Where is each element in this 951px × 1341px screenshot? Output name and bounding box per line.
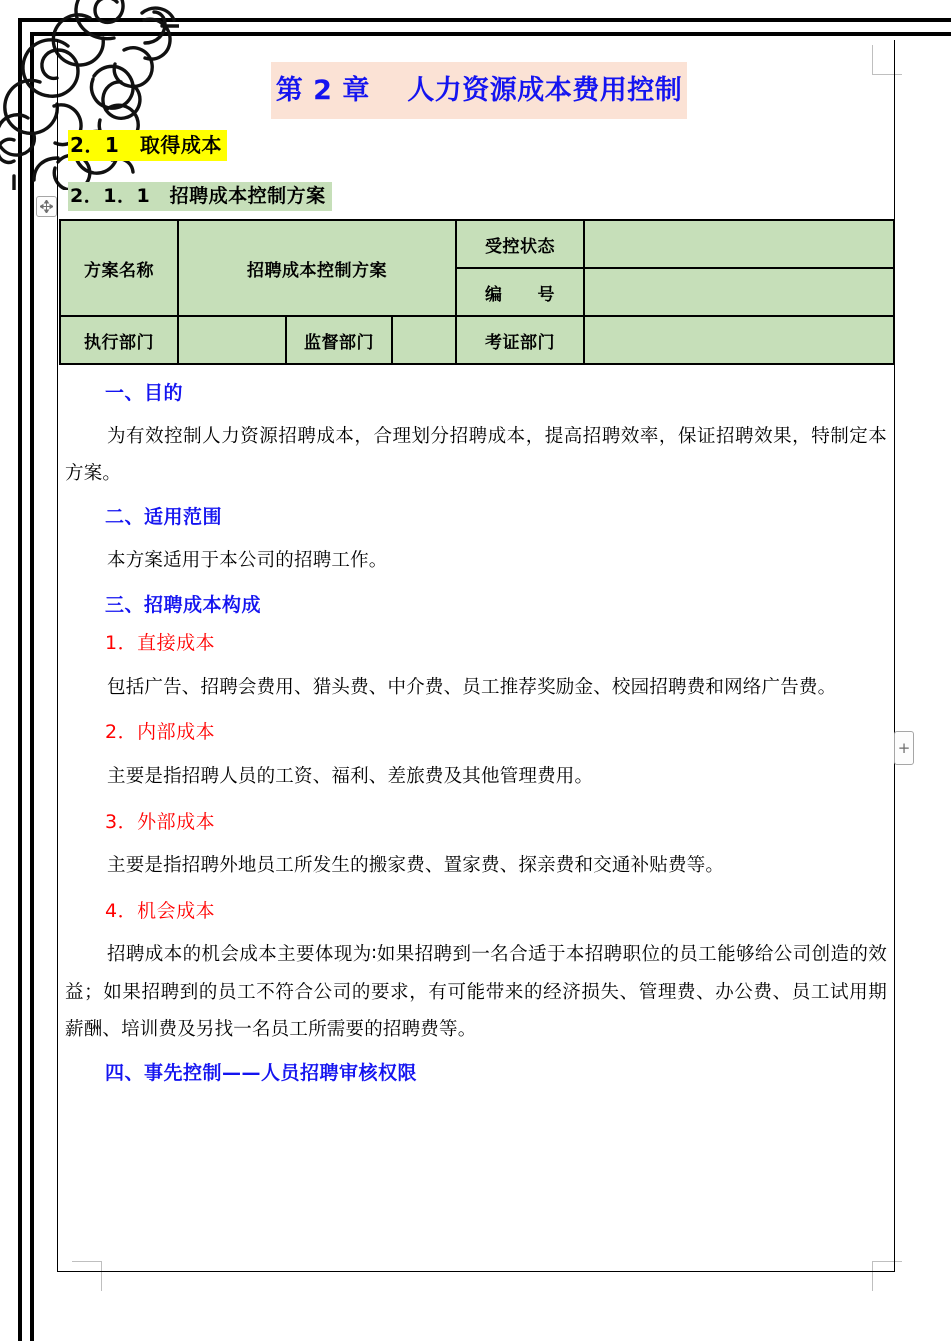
- cell-label-verification-department[interactable]: 考证部门: [456, 316, 584, 364]
- cell-value-supervising-department[interactable]: [392, 316, 456, 364]
- cell-label-number[interactable]: 编 号: [456, 268, 584, 316]
- cell-label-supervising-department[interactable]: 监督部门: [286, 316, 392, 364]
- section-heading-scope: 二、适用范围: [105, 506, 223, 529]
- section-heading-cost-composition: 三、招聘成本构成: [105, 593, 262, 616]
- plus-icon: +: [897, 738, 911, 757]
- table-row: [60, 316, 894, 364]
- subsection-body-opportunity-cost: 招聘成本的机会成本主要体现为∶如果招聘到一名合适于本招聘职位的员工能够给公司创造的效益；如果招聘到的员工不符合公司的要求，有可能带来的经济损失、管理费、办公费、员工试用期薪酬、培训费及另找一名员工所需要的招聘费等。: [65, 944, 887, 1041]
- page-border-top-line-inner: [30, 32, 951, 36]
- cell-value-plan-name[interactable]: 招聘成本控制方案: [178, 220, 456, 316]
- heading-level-3-text: 2．1．1 招聘成本控制方案: [68, 182, 332, 211]
- cell-label-executing-department[interactable]: 执行部门: [60, 316, 178, 364]
- plan-header-table: [59, 219, 895, 365]
- subsection-body-external-cost: 主要是指招聘外地员工所发生的搬家费、置家费、探亲费和交通补贴费等。: [107, 855, 725, 877]
- cell-value-number[interactable]: [584, 268, 894, 316]
- heading-level-3: [68, 181, 332, 208]
- document-body: [59, 374, 893, 1092]
- subsection-body-direct-cost: 包括广告、招聘会费用、猎头费、中介费、员工推荐奖励金、校园招聘费和网络广告费。: [107, 677, 837, 699]
- subsection-heading-direct-cost: 1．直接成本: [105, 632, 216, 655]
- cell-label-plan-name[interactable]: 方案名称: [60, 220, 178, 316]
- move-arrows-icon: [40, 200, 53, 213]
- page-border-top-line-outer: [18, 18, 951, 22]
- cell-label-controlled-status[interactable]: 受控状态: [456, 220, 584, 268]
- subsection-heading-external-cost: 3．外部成本: [105, 810, 216, 833]
- page-border-left-line-outer: [18, 18, 22, 1341]
- section-heading-prior-control: 四、事先控制——人员招聘审核权限: [105, 1062, 418, 1085]
- table-move-handle-icon[interactable]: [36, 196, 57, 217]
- section-body-purpose: 为有效控制人力资源招聘成本，合理划分招聘成本，提高招聘效率，保证招聘效果，特制定本方案。: [65, 425, 887, 485]
- cell-value-verification-department[interactable]: [584, 316, 894, 364]
- subsection-heading-opportunity-cost: 4．机会成本: [105, 899, 216, 922]
- page-border-left-line-inner: [30, 32, 34, 1341]
- table-insert-plus-button[interactable]: [894, 731, 914, 765]
- heading-level-2-text: 2．1 取得成本: [68, 130, 227, 161]
- subsection-heading-internal-cost: 2．内部成本: [105, 721, 216, 744]
- section-body-scope: 本方案适用于本公司的招聘工作。: [107, 550, 388, 572]
- section-heading-purpose: 一、目的: [105, 382, 184, 404]
- chapter-title: 第 2 章 人力资源成本费用控制: [275, 75, 683, 106]
- cell-value-controlled-status[interactable]: [584, 220, 894, 268]
- cell-value-executing-department[interactable]: [178, 316, 286, 364]
- table-row: [60, 220, 894, 268]
- subsection-body-internal-cost: 主要是指招聘人员的工资、福利、差旅费及其他管理费用。: [107, 766, 594, 788]
- heading-level-2: [68, 129, 227, 158]
